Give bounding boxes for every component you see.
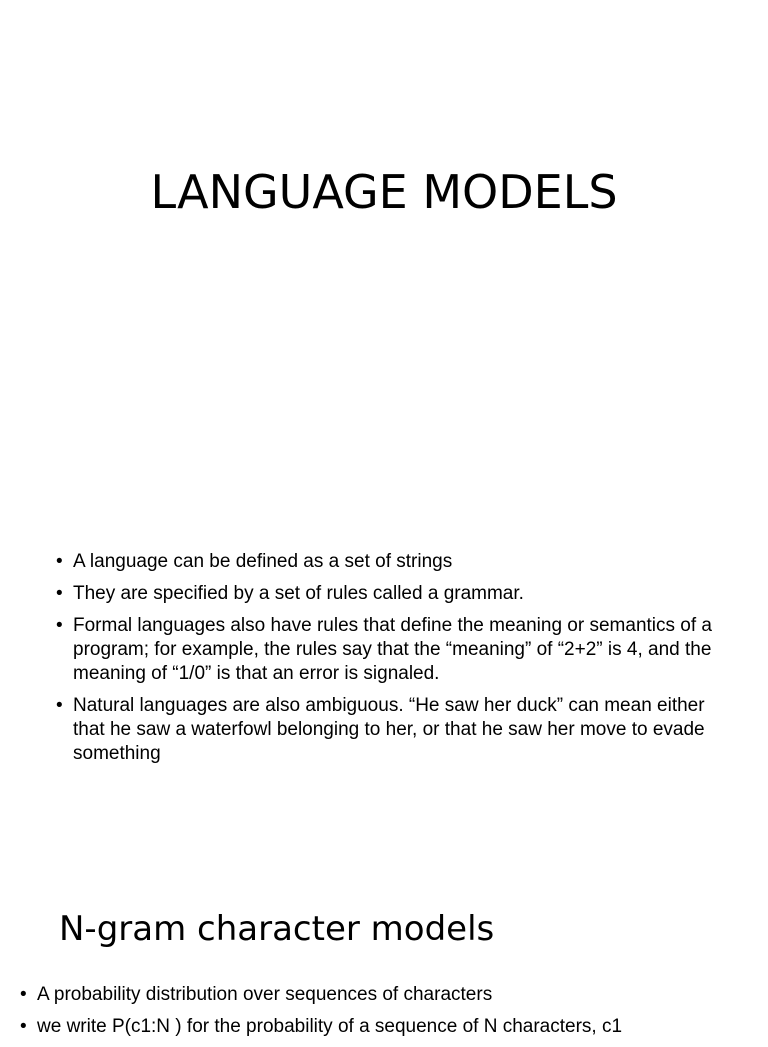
list-item	[56, 614, 716, 686]
slide-title: LANGUAGE MODELS	[150, 165, 618, 219]
list-item	[56, 694, 716, 766]
bullet-text: Formal languages also have rules that define the meaning or semantics of a program; for example, the rules say that the “meaning” of “2+2” is 4, and the meaning of “1/0” is that an error is signaled.	[73, 615, 712, 684]
bullet-dot: •	[56, 615, 63, 636]
list-item	[56, 550, 716, 574]
bullet-dot: •	[56, 551, 63, 572]
section-title: N-gram character models	[59, 909, 495, 949]
list-item	[20, 983, 740, 1007]
bullet-list	[56, 550, 716, 774]
list-item	[56, 582, 716, 606]
bullet-dot: •	[56, 583, 63, 604]
bullet-dot: •	[56, 695, 63, 716]
bullet-text: we write P(c1:N ) for the probability of a sequence of N characters, c1	[37, 1016, 623, 1037]
bullet-list-2	[20, 983, 740, 1047]
bullet-text: A probability distribution over sequences of characters	[37, 984, 493, 1005]
bullet-dot: •	[20, 984, 27, 1005]
list-item	[20, 1015, 740, 1039]
bullet-dot: •	[20, 1016, 27, 1037]
bullet-text: A language can be defined as a set of strings	[73, 551, 453, 572]
bullet-text: They are specified by a set of rules called a grammar.	[73, 583, 524, 604]
bullet-text: Natural languages are also ambiguous. “He saw her duck” can mean either that he saw a waterfowl belonging to her, or that he saw her move to evade something	[73, 695, 705, 764]
